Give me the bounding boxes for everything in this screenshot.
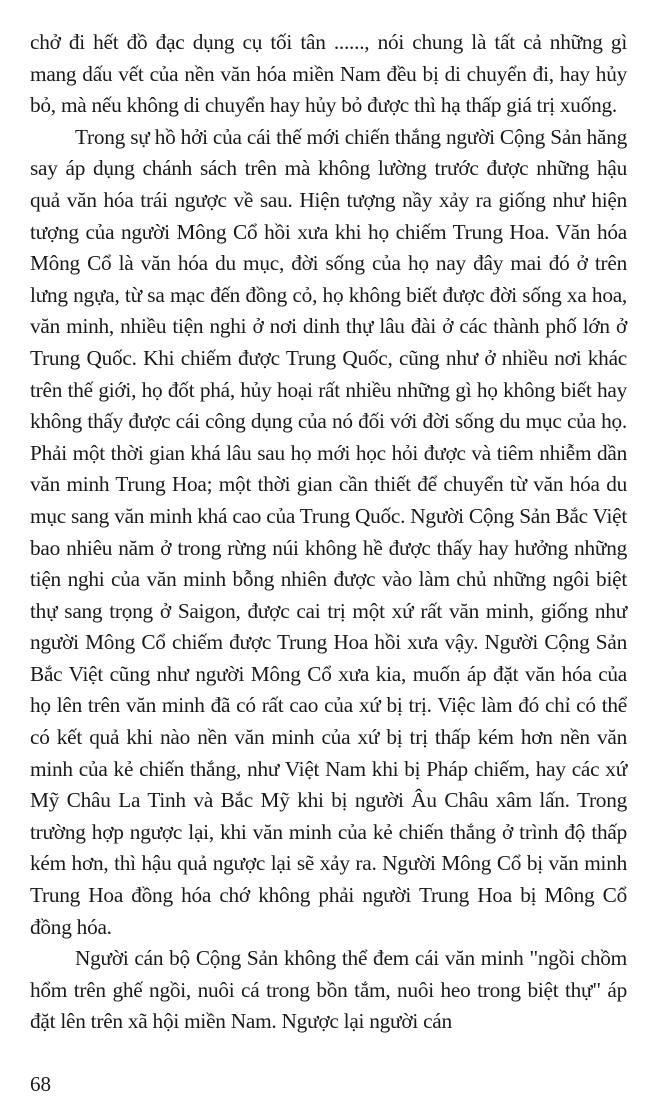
- paragraph-communist-cadre: Người cán bộ Cộng Sản không thể đem cái văn minh "ngồi chồm hổm trên ghế ngồi, nuôi cá trong bồn tắm, nuôi heo trong biệt thự" áp đặt lên trên xã hội miền Nam. Ngược lại người cán: [30, 946, 627, 1034]
- page-number: 68: [30, 1072, 51, 1096]
- paragraph-mongol-comparison: Trong sự hồ hởi của cái thế mới chiến thắng người Cộng Sản hăng say áp dụng chánh sách trên mà không lường trước được những hậu quả văn hóa trái ngược về sau. Hiện tượng nầy xảy ra giống như hiện tượng của người Mông Cổ hồi xưa khi họ chiếm Trung Hoa. Văn hóa Mông Cổ là văn hóa du mục, đời sống của họ nay đây mai đó ở trên lưng ngựa, từ sa mạc đến đồng cỏ, họ không biết được đời sống xa hoa, văn minh, nhiều tiện nghi ở nơi dinh thự lâu đài ở các thành phố lớn ở Trung Quốc. Khi chiếm được Trung Quốc, cũng như ở nhiều nơi khác trên thế giới, họ đốt phá, hủy hoại rất nhiều những gì họ không biết hay không thấy được cái công dụng của nó đối với đời sống du mục của họ. Phải một thời gian khá lâu sau họ mới học hỏi được và tiêm nhiễm dần văn minh Trung Hoa; một thời gian cần thiết để chuyển từ văn hóa du mục sang văn minh khá cao của Trung Quốc. Người Cộng Sản Bắc Việt bao nhiêu năm ở trong rừng núi không hề được thấy hay hưởng những tiện nghi của văn minh bỗng nhiên được vào làm chủ những ngôi biệt thự sang trọng ở Saigon, được cai trị một xứ rất văn minh, giống như người Mông Cổ chiếm được Trung Hoa hồi xưa vậy. Người Cộng Sản Bắc Việt cũng như người Mông Cổ xưa kia, muốn áp đặt văn hóa của họ lên trên văn minh đã có rất cao của xứ bị trị. Việc làm đó chỉ có thể có kết quả khi nào nền văn minh của xứ bị trị thấp kém hơn nền văn minh của kẻ chiến thắng, như Việt Nam khi bị Pháp chiếm, hay các xứ Mỹ Châu La Tinh và Bắc Mỹ khi bị người Âu Châu xâm lấn. Trong trường hợp ngược lại, khi văn minh của kẻ chiến thắng ở trình độ thấp kém hơn, thì hậu quả ngược lại sẽ xảy ra. Người Mông Cổ bị văn minh Trung Hoa đồng hóa chớ không phải người Trung Hoa bị Mông Cổ đồng hóa.: [30, 124, 627, 939]
- document-page: [30, 27, 627, 1038]
- paragraph-continuation: chở đi hết đồ đạc dụng cụ tối tân ......, nói chung là tất cả những gì mang dấu vết của nền văn hóa miền Nam đều bị di chuyển đi, hay hủy bỏ, mà nếu không di chuyển hay hủy bỏ được thì hạ thấp giá trị xuống.: [30, 30, 627, 118]
